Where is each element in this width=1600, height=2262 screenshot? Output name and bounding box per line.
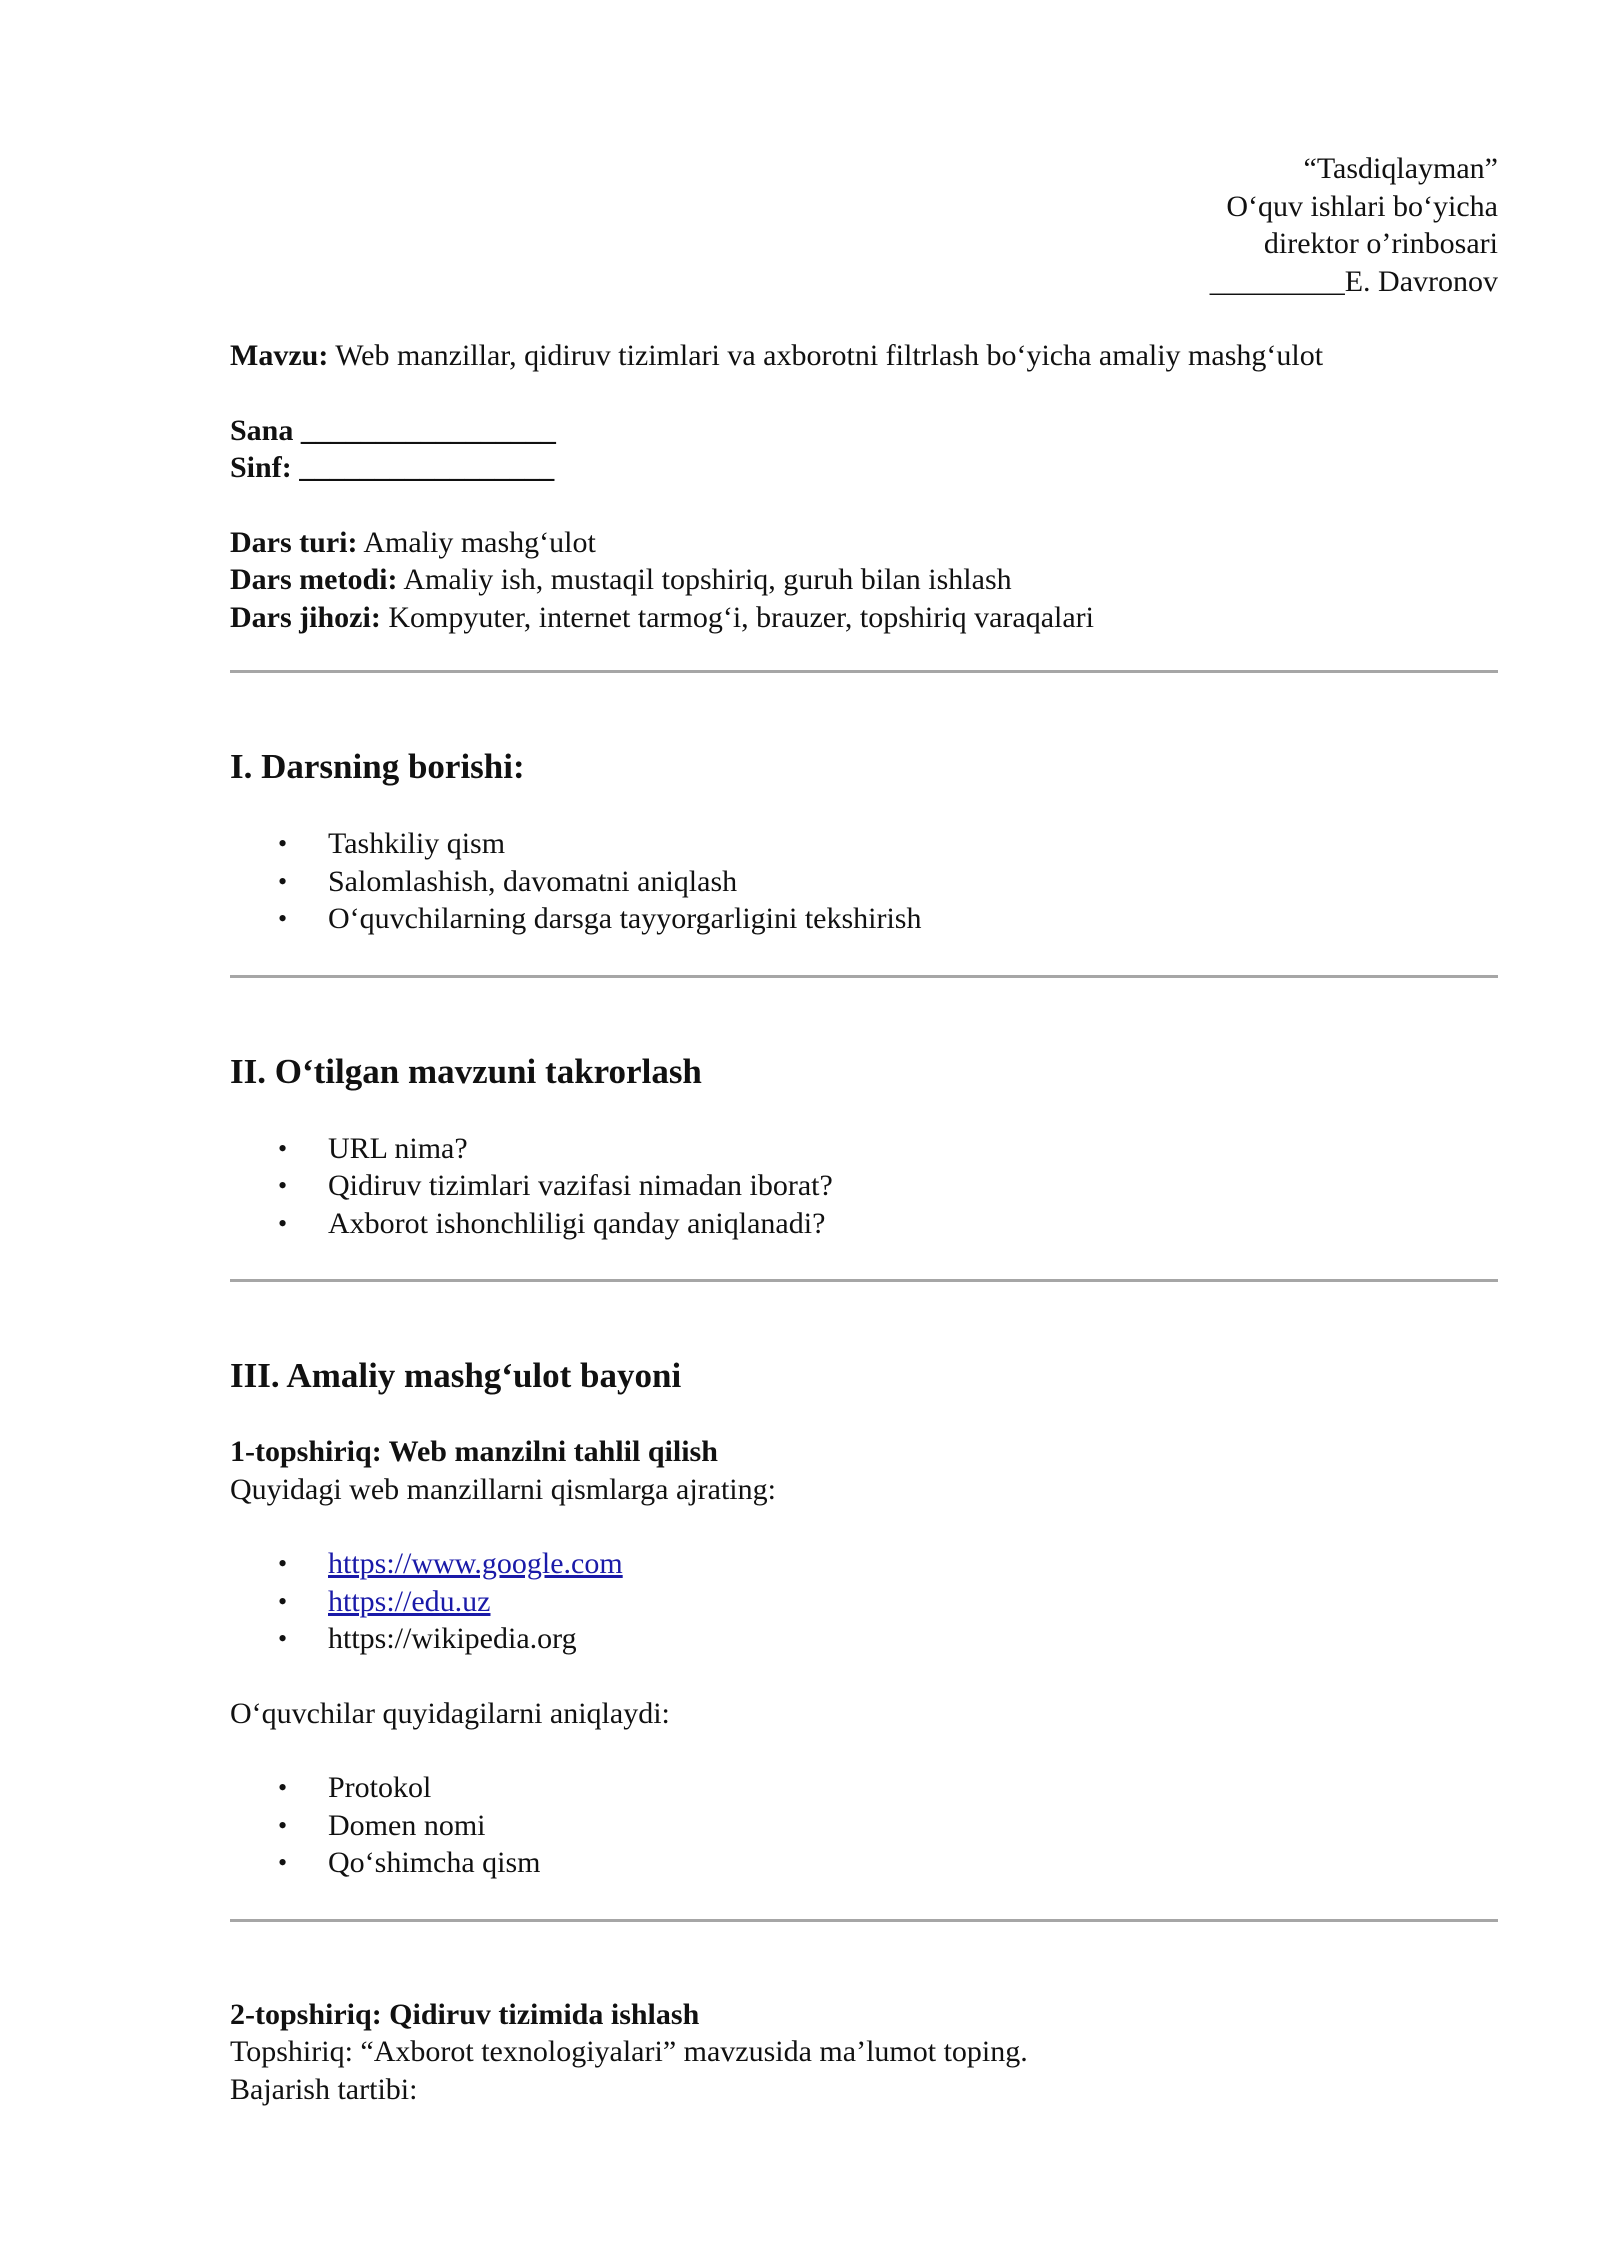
list-item-text: Salomlashish, davomatni aniqlash (328, 864, 738, 898)
bullet-icon: • (278, 1773, 288, 1802)
url-list (230, 1545, 1498, 1658)
bullet-icon: • (278, 1586, 288, 1616)
students-text: O‘quvchilar quyidagilarni aniqlaydi: (230, 1696, 670, 1730)
divider (230, 1279, 1498, 1282)
divider (230, 1919, 1498, 1922)
class-label: Sinf: (230, 451, 292, 484)
bullet-icon: • (278, 904, 288, 933)
list-item (230, 1545, 1498, 1583)
lesson-method-label: Dars metodi: (230, 563, 398, 596)
task2-order: Bajarish tartibi: (230, 2072, 418, 2106)
list-item-text: URL nima? (328, 1131, 468, 1165)
list-item (230, 1130, 1498, 1168)
list-item-text: O‘quvchilarning darsga tayyorgarligini tekshirish (328, 902, 922, 935)
section1-list (230, 825, 1498, 938)
list-item (230, 1583, 1498, 1621)
list-item (230, 863, 1498, 901)
lesson-type-value: Amaliy mashg‘ulot (357, 525, 596, 559)
lesson-equipment-label: Dars jihozi: (230, 600, 381, 634)
divider (230, 975, 1498, 978)
bullet-icon: • (278, 1624, 288, 1653)
list-item (230, 1844, 1498, 1882)
parts-list (230, 1769, 1498, 1882)
list-item-text: Tashkiliy qism (328, 827, 506, 860)
approval-signature: _________E. Davronov (1209, 264, 1498, 298)
list-item-text: Protokol (328, 1771, 432, 1804)
google-link[interactable]: https://www.google.com (328, 1547, 623, 1580)
bullet-icon: • (278, 829, 288, 858)
class-blank: _________________ (291, 451, 555, 484)
bullet-icon: • (278, 1848, 288, 1877)
task2-text: Topshiriq: “Axborot texnologiyalari” mavzusida ma’lumot toping. (230, 2035, 1028, 2068)
approval-title: “Tasdiqlayman” (1303, 152, 1498, 185)
task1-title (230, 1433, 1498, 1471)
approval-role: direktor o’rinbosari (1263, 227, 1498, 260)
list-item-text: Domen nomi (328, 1808, 486, 1842)
list-item (230, 1620, 1498, 1658)
lesson-equipment-line (230, 599, 1498, 637)
document-page (230, 150, 1498, 2108)
lesson-method-line (230, 561, 1498, 599)
wikipedia-url-text: https://wikipedia.org (328, 1622, 577, 1655)
date-label: Sana (230, 413, 294, 447)
list-item (230, 1807, 1498, 1845)
lesson-type-line (230, 524, 1498, 562)
lesson-type-label: Dars turi: (230, 525, 358, 559)
section1-heading: I. Darsning borishi: (230, 747, 525, 786)
list-item-text: Qidiruv tizimlari vazifasi nimadan iborat? (328, 1169, 833, 1202)
lesson-equipment-value: Kompyuter, internet tarmog‘i, brauzer, topshiriq varaqalari (380, 600, 1094, 634)
section3-heading: III. Amaliy mashg‘ulot bayoni (230, 1356, 682, 1395)
list-item (230, 1769, 1498, 1807)
approval-block (230, 150, 1498, 300)
list-item-text: Qo‘shimcha qism (328, 1846, 541, 1879)
date-blank: _________________ (293, 413, 556, 447)
section2-heading: II. O‘tilgan mavzuni takrorlash (230, 1051, 702, 1091)
task1-title-text: 1-topshiriq: Web manzilni tahlil qilish (230, 1435, 718, 1468)
task1-text: Quyidagi web manzillarni qismlarga ajrating: (230, 1472, 776, 1506)
bullet-icon: • (278, 1133, 288, 1163)
task2-title (230, 1996, 1498, 2034)
list-item (230, 1205, 1498, 1243)
bullet-icon: • (278, 1171, 288, 1200)
bullet-icon: • (278, 1810, 288, 1840)
topic-value: Web manzillar, qidiruv tizimlari va axborotni filtrlash bo‘yicha amaliy mashg‘ulot (328, 339, 1324, 372)
date-line (230, 412, 1498, 450)
list-item (230, 1167, 1498, 1205)
class-line (230, 449, 1498, 487)
topic-label: Mavzu: (230, 339, 329, 372)
lesson-method-value: Amaliy ish, mustaqil topshiriq, guruh bilan ishlash (397, 563, 1012, 596)
bullet-icon: • (278, 1549, 288, 1578)
list-item (230, 900, 1498, 938)
section2-list (230, 1130, 1498, 1243)
list-item (230, 825, 1498, 863)
bullet-icon: • (278, 1208, 288, 1238)
approval-position: O‘quv ishlari bo‘yicha (1226, 189, 1498, 223)
bullet-icon: • (278, 866, 288, 896)
divider (230, 670, 1498, 673)
edu-link[interactable]: https://edu.uz (328, 1584, 491, 1618)
list-item-text: Axborot ishonchliligi qanday aniqlanadi? (328, 1206, 826, 1240)
topic-line (230, 337, 1498, 375)
task2-title-text: 2-topshiriq: Qidiruv tizimida ishlash (230, 1997, 700, 2031)
